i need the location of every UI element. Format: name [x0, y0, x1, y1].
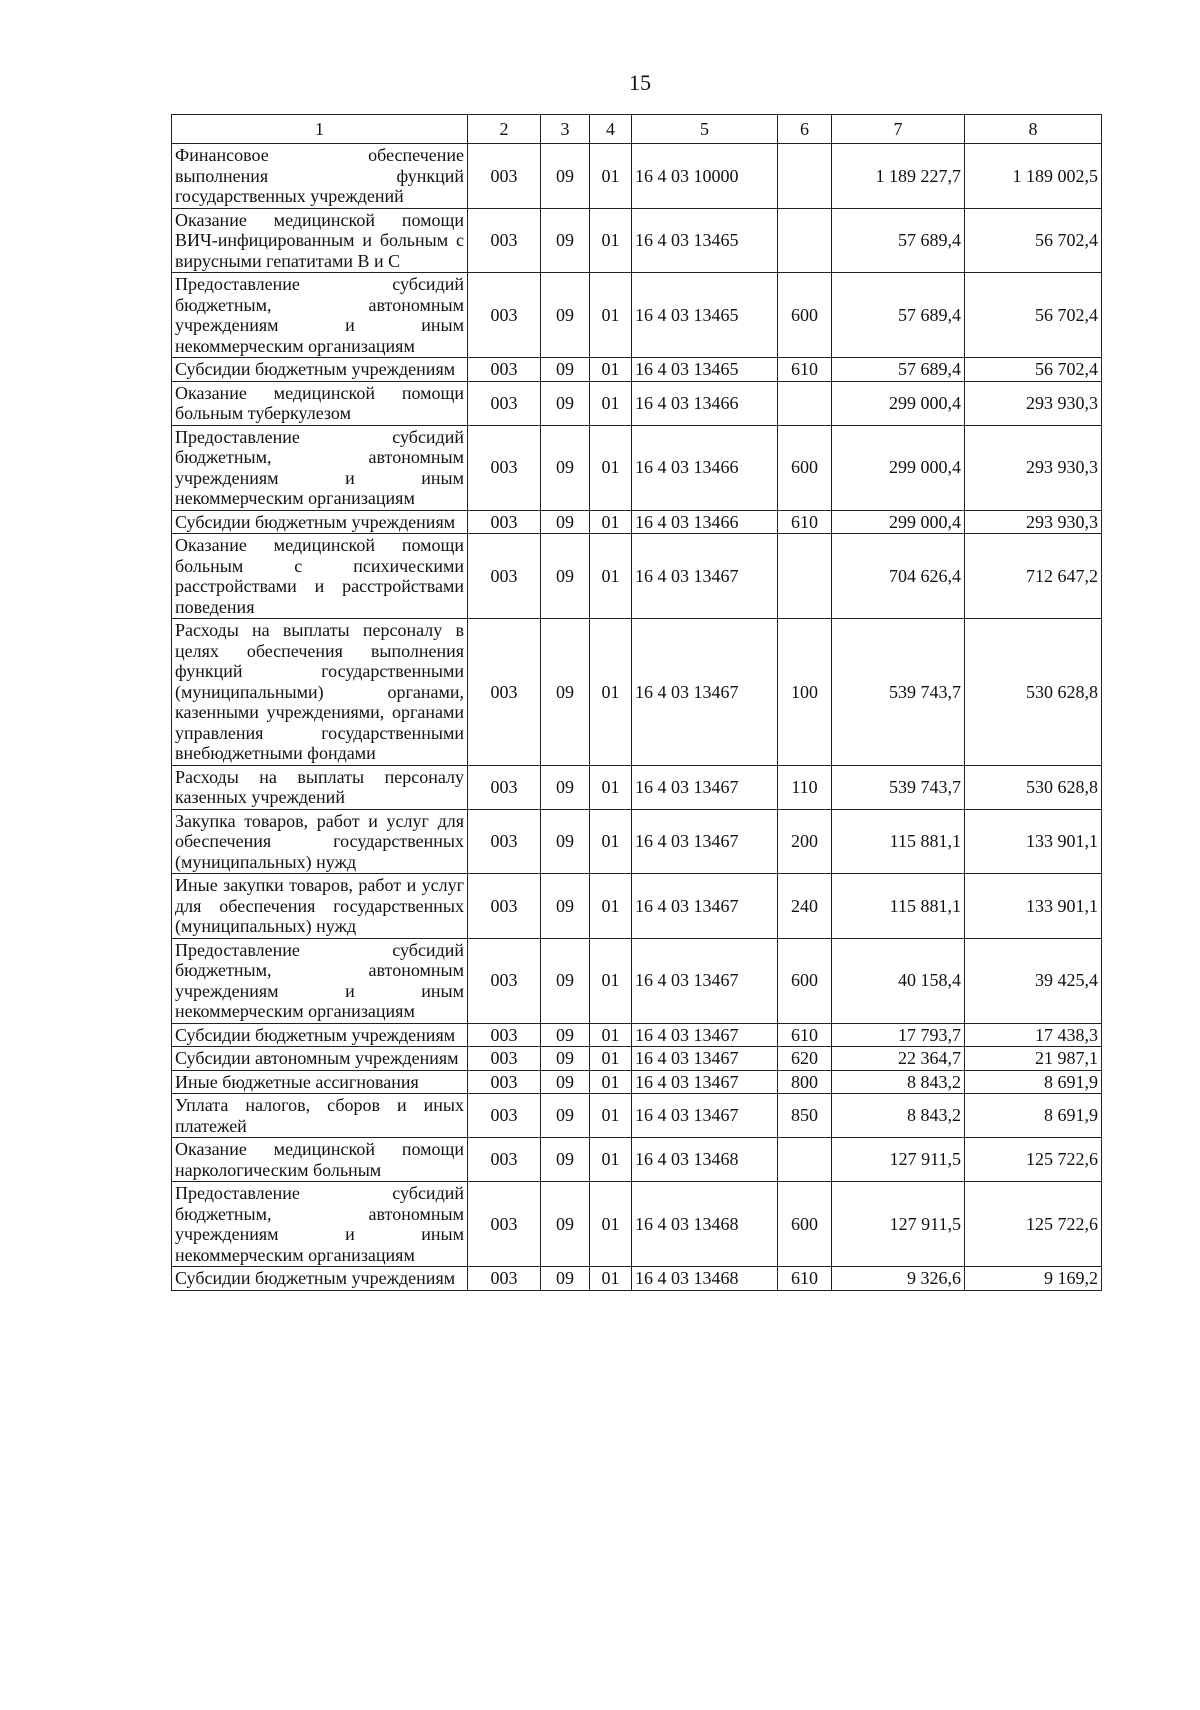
- amount-year1-cell: 539 743,7: [832, 765, 965, 809]
- amount-year2-cell: 293 930,3: [965, 510, 1102, 534]
- ministry-code-cell: 003: [468, 208, 541, 273]
- table-row: [172, 534, 1102, 619]
- amount-year1-cell: 115 881,1: [832, 809, 965, 874]
- table-row: [172, 1138, 1102, 1182]
- expense-type-cell: 100: [778, 619, 832, 766]
- expense-type-cell: 800: [778, 1070, 832, 1094]
- amount-year2-cell: 293 930,3: [965, 425, 1102, 510]
- table-row: [172, 1047, 1102, 1071]
- expense-type-cell: 620: [778, 1047, 832, 1071]
- section-code-cell: 09: [541, 809, 590, 874]
- expense-type-cell: 110: [778, 765, 832, 809]
- subsection-code-cell: 01: [590, 874, 632, 939]
- section-code-cell: 09: [541, 1094, 590, 1138]
- ministry-code-cell: 003: [468, 510, 541, 534]
- item-name-cell: Расходы на выплаты персоналу казенных учреждений: [172, 765, 468, 809]
- subsection-code-cell: 01: [590, 1070, 632, 1094]
- table-row: [172, 273, 1102, 358]
- item-name-cell: Предоставление субсидий бюджетным, автономным учреждениям и иным некоммерческим организациям: [172, 938, 468, 1023]
- ministry-code-cell: 003: [468, 1023, 541, 1047]
- target-article-cell: 16 4 03 13467: [632, 619, 778, 766]
- amount-year2-cell: 125 722,6: [965, 1138, 1102, 1182]
- amount-year1-cell: 127 911,5: [832, 1138, 965, 1182]
- subsection-code-cell: 01: [590, 534, 632, 619]
- target-article-cell: 16 4 03 13465: [632, 358, 778, 382]
- amount-year1-cell: 8 843,2: [832, 1094, 965, 1138]
- target-article-cell: 16 4 03 13467: [632, 534, 778, 619]
- expense-type-cell: 600: [778, 273, 832, 358]
- subsection-code-cell: 01: [590, 765, 632, 809]
- amount-year1-cell: 57 689,4: [832, 358, 965, 382]
- amount-year1-cell: 704 626,4: [832, 534, 965, 619]
- table-row: [172, 425, 1102, 510]
- section-code-cell: 09: [541, 765, 590, 809]
- section-code-cell: 09: [541, 144, 590, 209]
- table-row: [172, 358, 1102, 382]
- table-row: [172, 765, 1102, 809]
- item-name-cell: Субсидии бюджетным учреждениям: [172, 510, 468, 534]
- target-article-cell: 16 4 03 13465: [632, 273, 778, 358]
- amount-year2-cell: 8 691,9: [965, 1070, 1102, 1094]
- amount-year2-cell: 293 930,3: [965, 381, 1102, 425]
- expense-type-cell: 600: [778, 938, 832, 1023]
- column-header: 8: [965, 115, 1102, 144]
- amount-year2-cell: 17 438,3: [965, 1023, 1102, 1047]
- page-number: 15: [629, 70, 651, 95]
- target-article-cell: 16 4 03 13467: [632, 938, 778, 1023]
- amount-year1-cell: 127 911,5: [832, 1182, 965, 1267]
- target-article-cell: 16 4 03 13467: [632, 765, 778, 809]
- amount-year1-cell: 8 843,2: [832, 1070, 965, 1094]
- table-row: [172, 1182, 1102, 1267]
- table-body: [172, 144, 1102, 1291]
- subsection-code-cell: 01: [590, 208, 632, 273]
- ministry-code-cell: 003: [468, 874, 541, 939]
- amount-year2-cell: 56 702,4: [965, 208, 1102, 273]
- amount-year1-cell: 299 000,4: [832, 425, 965, 510]
- section-code-cell: 09: [541, 381, 590, 425]
- table-row: [172, 208, 1102, 273]
- target-article-cell: 16 4 03 13467: [632, 809, 778, 874]
- item-name-cell: Субсидии бюджетным учреждениям: [172, 358, 468, 382]
- ministry-code-cell: 003: [468, 358, 541, 382]
- ministry-code-cell: 003: [468, 619, 541, 766]
- column-header: 3: [541, 115, 590, 144]
- item-name-cell: Иные бюджетные ассигнования: [172, 1070, 468, 1094]
- item-name-cell: Предоставление субсидий бюджетным, автономным учреждениям и иным некоммерческим организациям: [172, 273, 468, 358]
- amount-year2-cell: 125 722,6: [965, 1182, 1102, 1267]
- item-name-cell: Уплата налогов, сборов и иных платежей: [172, 1094, 468, 1138]
- section-code-cell: 09: [541, 874, 590, 939]
- subsection-code-cell: 01: [590, 144, 632, 209]
- amount-year2-cell: 39 425,4: [965, 938, 1102, 1023]
- item-name-cell: Предоставление субсидий бюджетным, автономным учреждениям и иным некоммерческим организациям: [172, 425, 468, 510]
- subsection-code-cell: 01: [590, 809, 632, 874]
- expense-type-cell: 610: [778, 510, 832, 534]
- ministry-code-cell: 003: [468, 809, 541, 874]
- subsection-code-cell: 01: [590, 358, 632, 382]
- subsection-code-cell: 01: [590, 510, 632, 534]
- subsection-code-cell: 01: [590, 273, 632, 358]
- target-article-cell: 16 4 03 13467: [632, 1070, 778, 1094]
- target-article-cell: 16 4 03 13468: [632, 1138, 778, 1182]
- target-article-cell: 16 4 03 13467: [632, 1023, 778, 1047]
- subsection-code-cell: 01: [590, 381, 632, 425]
- section-code-cell: 09: [541, 938, 590, 1023]
- section-code-cell: 09: [541, 1070, 590, 1094]
- target-article-cell: 16 4 03 13467: [632, 1094, 778, 1138]
- amount-year1-cell: 539 743,7: [832, 619, 965, 766]
- amount-year1-cell: 22 364,7: [832, 1047, 965, 1071]
- table-row: [172, 1070, 1102, 1094]
- amount-year1-cell: 17 793,7: [832, 1023, 965, 1047]
- target-article-cell: 16 4 03 13465: [632, 208, 778, 273]
- amount-year2-cell: 712 647,2: [965, 534, 1102, 619]
- item-name-cell: Оказание медицинской помощи ВИЧ-инфицированным и больным с вирусными гепатитами В и С: [172, 208, 468, 273]
- amount-year2-cell: 1 189 002,5: [965, 144, 1102, 209]
- section-code-cell: 09: [541, 1138, 590, 1182]
- expense-type-cell: 600: [778, 425, 832, 510]
- amount-year1-cell: 57 689,4: [832, 273, 965, 358]
- table-row: [172, 874, 1102, 939]
- amount-year1-cell: 40 158,4: [832, 938, 965, 1023]
- ministry-code-cell: 003: [468, 381, 541, 425]
- expense-type-cell: 240: [778, 874, 832, 939]
- table-row: [172, 510, 1102, 534]
- column-header: 2: [468, 115, 541, 144]
- ministry-code-cell: 003: [468, 1138, 541, 1182]
- amount-year2-cell: 530 628,8: [965, 619, 1102, 766]
- subsection-code-cell: 01: [590, 1023, 632, 1047]
- expense-type-cell: 850: [778, 1094, 832, 1138]
- item-name-cell: Финансовое обеспечение выполнения функций государственных учреждений: [172, 144, 468, 209]
- target-article-cell: 16 4 03 13468: [632, 1182, 778, 1267]
- column-header: 5: [632, 115, 778, 144]
- section-code-cell: 09: [541, 208, 590, 273]
- amount-year1-cell: 9 326,6: [832, 1267, 965, 1291]
- expense-type-cell: [778, 534, 832, 619]
- table-header-row: [172, 115, 1102, 144]
- section-code-cell: 09: [541, 358, 590, 382]
- section-code-cell: 09: [541, 619, 590, 766]
- amount-year1-cell: 115 881,1: [832, 874, 965, 939]
- target-article-cell: 16 4 03 13466: [632, 425, 778, 510]
- target-article-cell: 16 4 03 13466: [632, 381, 778, 425]
- item-name-cell: Иные закупки товаров, работ и услуг для обеспечения государственных (муниципальных) нужд: [172, 874, 468, 939]
- target-article-cell: 16 4 03 13467: [632, 1047, 778, 1071]
- subsection-code-cell: 01: [590, 1047, 632, 1071]
- table-row: [172, 144, 1102, 209]
- expense-type-cell: 600: [778, 1182, 832, 1267]
- ministry-code-cell: 003: [468, 144, 541, 209]
- expense-type-cell: 610: [778, 1267, 832, 1291]
- expense-type-cell: 610: [778, 1023, 832, 1047]
- section-code-cell: 09: [541, 534, 590, 619]
- section-code-cell: 09: [541, 425, 590, 510]
- ministry-code-cell: 003: [468, 765, 541, 809]
- item-name-cell: Субсидии бюджетным учреждениям: [172, 1023, 468, 1047]
- target-article-cell: 16 4 03 13466: [632, 510, 778, 534]
- section-code-cell: 09: [541, 510, 590, 534]
- ministry-code-cell: 003: [468, 534, 541, 619]
- table-row: [172, 1267, 1102, 1291]
- section-code-cell: 09: [541, 1182, 590, 1267]
- budget-table: [171, 114, 1102, 1291]
- amount-year1-cell: 299 000,4: [832, 510, 965, 534]
- ministry-code-cell: 003: [468, 273, 541, 358]
- amount-year2-cell: 56 702,4: [965, 358, 1102, 382]
- item-name-cell: Закупка товаров, работ и услуг для обеспечения государственных (муниципальных) нужд: [172, 809, 468, 874]
- expense-type-cell: 610: [778, 358, 832, 382]
- ministry-code-cell: 003: [468, 1094, 541, 1138]
- item-name-cell: Субсидии бюджетным учреждениям: [172, 1267, 468, 1291]
- column-header: 6: [778, 115, 832, 144]
- subsection-code-cell: 01: [590, 1267, 632, 1291]
- subsection-code-cell: 01: [590, 938, 632, 1023]
- column-header: 7: [832, 115, 965, 144]
- column-header: 4: [590, 115, 632, 144]
- item-name-cell: Оказание медицинской помощи больным туберкулезом: [172, 381, 468, 425]
- section-code-cell: 09: [541, 1047, 590, 1071]
- target-article-cell: 16 4 03 10000: [632, 144, 778, 209]
- target-article-cell: 16 4 03 13468: [632, 1267, 778, 1291]
- amount-year2-cell: 133 901,1: [965, 809, 1102, 874]
- expense-type-cell: 200: [778, 809, 832, 874]
- ministry-code-cell: 003: [468, 1182, 541, 1267]
- amount-year1-cell: 57 689,4: [832, 208, 965, 273]
- section-code-cell: 09: [541, 273, 590, 358]
- target-article-cell: 16 4 03 13467: [632, 874, 778, 939]
- ministry-code-cell: 003: [468, 1267, 541, 1291]
- ministry-code-cell: 003: [468, 1070, 541, 1094]
- item-name-cell: Оказание медицинской помощи наркологическим больным: [172, 1138, 468, 1182]
- subsection-code-cell: 01: [590, 425, 632, 510]
- table-row: [172, 381, 1102, 425]
- subsection-code-cell: 01: [590, 1138, 632, 1182]
- ministry-code-cell: 003: [468, 1047, 541, 1071]
- amount-year2-cell: 9 169,2: [965, 1267, 1102, 1291]
- table-row: [172, 1023, 1102, 1047]
- amount-year1-cell: 299 000,4: [832, 381, 965, 425]
- table-row: [172, 1094, 1102, 1138]
- table-row: [172, 809, 1102, 874]
- subsection-code-cell: 01: [590, 619, 632, 766]
- section-code-cell: 09: [541, 1267, 590, 1291]
- expense-type-cell: [778, 208, 832, 273]
- item-name-cell: Расходы на выплаты персоналу в целях обеспечения выполнения функций государственными (муниципальными) органами, казенными учреждениями, органами управления государственными внебюджетными фондами: [172, 619, 468, 766]
- amount-year2-cell: 8 691,9: [965, 1094, 1102, 1138]
- amount-year1-cell: 1 189 227,7: [832, 144, 965, 209]
- expense-type-cell: [778, 1138, 832, 1182]
- subsection-code-cell: 01: [590, 1182, 632, 1267]
- amount-year2-cell: 133 901,1: [965, 874, 1102, 939]
- item-name-cell: Оказание медицинской помощи больным с психическими расстройствами и расстройствами поведения: [172, 534, 468, 619]
- amount-year2-cell: 530 628,8: [965, 765, 1102, 809]
- item-name-cell: Предоставление субсидий бюджетным, автономным учреждениям и иным некоммерческим организациям: [172, 1182, 468, 1267]
- table-row: [172, 938, 1102, 1023]
- ministry-code-cell: 003: [468, 938, 541, 1023]
- section-code-cell: 09: [541, 1023, 590, 1047]
- expense-type-cell: [778, 144, 832, 209]
- subsection-code-cell: 01: [590, 1094, 632, 1138]
- item-name-cell: Субсидии автономным учреждениям: [172, 1047, 468, 1071]
- amount-year2-cell: 56 702,4: [965, 273, 1102, 358]
- column-header: 1: [172, 115, 468, 144]
- amount-year2-cell: 21 987,1: [965, 1047, 1102, 1071]
- ministry-code-cell: 003: [468, 425, 541, 510]
- expense-type-cell: [778, 381, 832, 425]
- table-row: [172, 619, 1102, 766]
